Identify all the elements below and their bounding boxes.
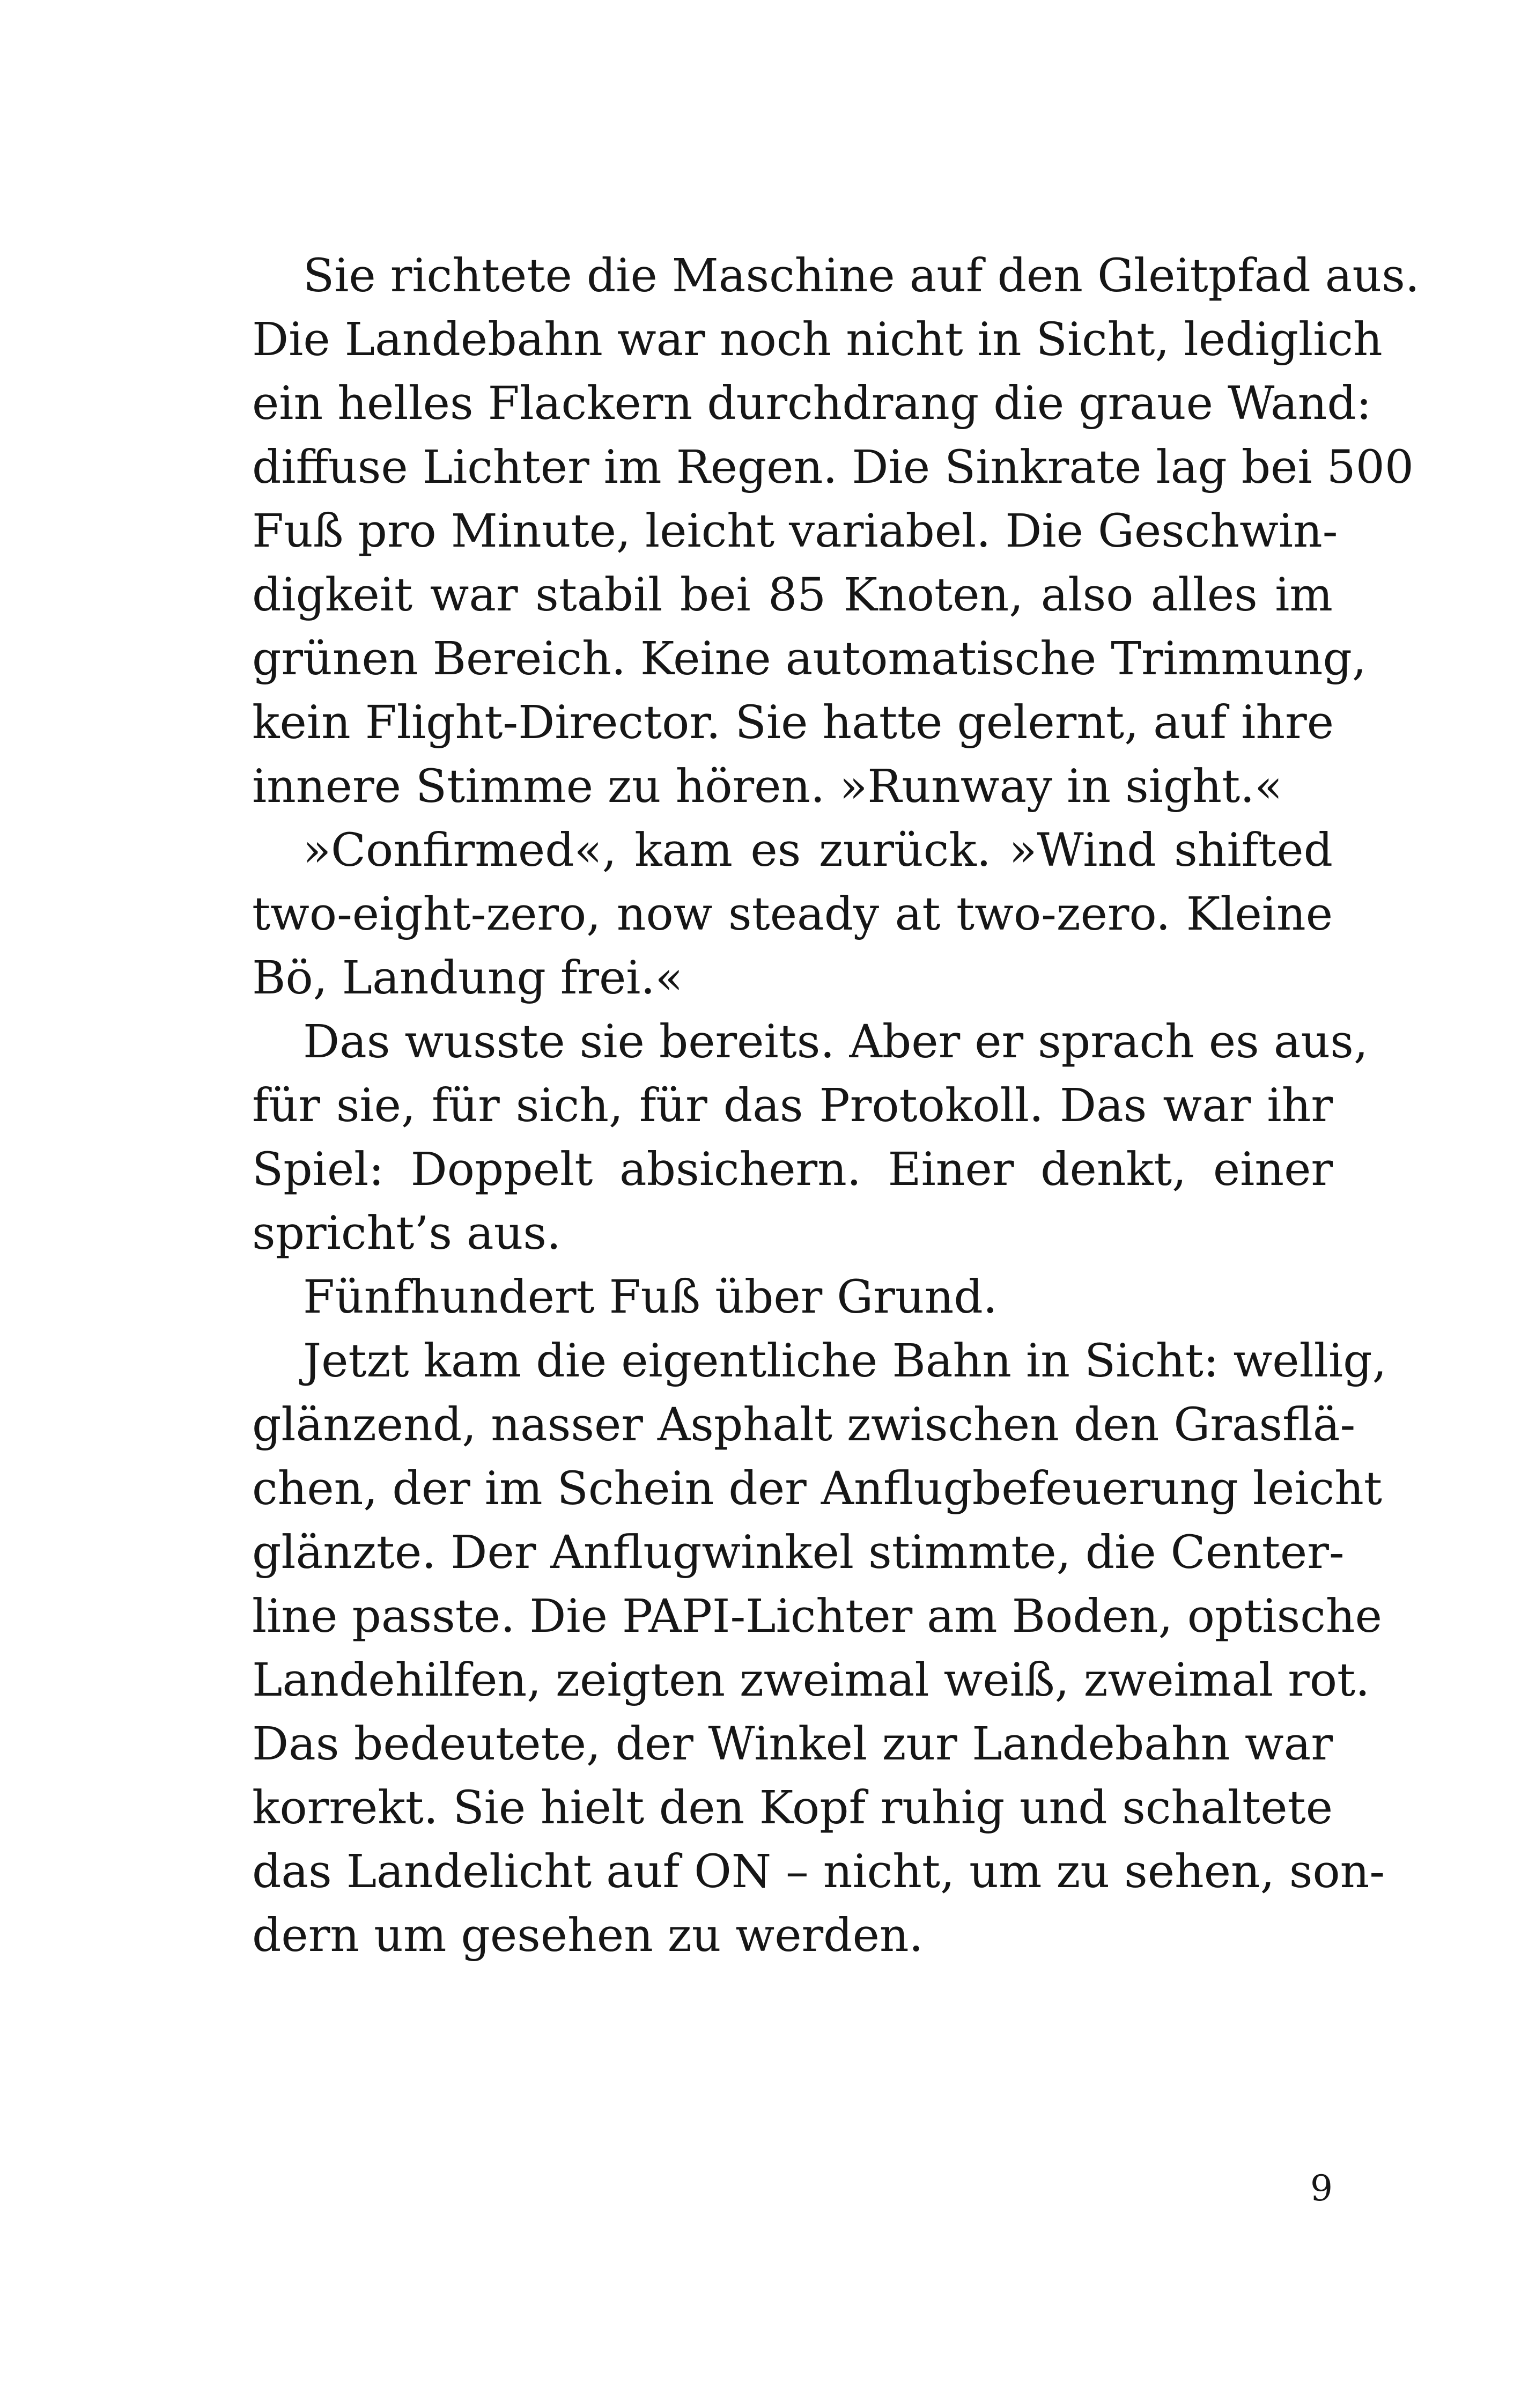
text-line: spricht’s aus. (252, 1207, 562, 1260)
text-line: das Landelicht auf ON – nicht, um zu sehen, son- (252, 1845, 1385, 1898)
text-line: Das bedeutete, der Winkel zur Landebahn war (252, 1718, 1333, 1771)
text-line: grünen Bereich. Keine automatische Trimmung, (252, 632, 1367, 686)
text-line: Das wusste sie bereits. Aber er sprach es aus, (303, 1015, 1368, 1069)
text-line: digkeit war stabil bei 85 Knoten, also alles im (252, 569, 1333, 622)
text-line: Landehilfen, zeigten zweimal weiß, zweimal rot. (252, 1654, 1370, 1707)
text-line: diffuse Lichter im Regen. Die Sinkrate lag bei 500 (252, 441, 1414, 494)
text-line: Jetzt kam die eigentliche Bahn in Sicht: wellig, (303, 1335, 1387, 1388)
text-line: kein Flight-Director. Sie hatte gelernt, auf ihre (252, 696, 1334, 749)
text-line: ein helles Flackern durchdrang die graue Wand: (252, 377, 1372, 430)
text-line: Sie richtete die Maschine auf den Gleitpfad aus. (303, 249, 1420, 303)
text-line: chen, der im Schein der Anflugbefeuerung leicht (252, 1462, 1383, 1515)
text-line: Bö, Landung frei.« (252, 952, 683, 1005)
text-line: »Confirmed«, kam es zurück. »Wind shifted (303, 824, 1333, 877)
text-line: für sie, für sich, für das Protokoll. Das war ihr (252, 1079, 1333, 1132)
text-line: Spiel: Doppelt absichern. Einer denkt, einer (252, 1143, 1333, 1196)
text-line: Die Landebahn war noch nicht in Sicht, lediglich (252, 313, 1383, 366)
text-line: glänzend, nasser Asphalt zwischen den Grasflä- (252, 1398, 1356, 1452)
text-line: korrekt. Sie hielt den Kopf ruhig und schaltete (252, 1781, 1333, 1835)
text-line: Fünfhundert Fuß über Grund. (303, 1271, 998, 1324)
body-text (252, 244, 1420, 1968)
text-line: innere Stimme zu hören. »Runway in sight.« (252, 760, 1283, 813)
text-line: line passte. Die PAPI-Lichter am Boden, optische (252, 1590, 1382, 1643)
text-line: Fuß pro Minute, leicht variabel. Die Geschwin- (252, 505, 1338, 558)
text-line: glänzte. Der Anflugwinkel stimmte, die Center- (252, 1526, 1345, 1579)
page-number: 9 (1310, 2168, 1333, 2209)
text-line: dern um gesehen zu werden. (252, 1909, 924, 1962)
text-line: two-eight-zero, now steady at two-zero. Kleine (252, 888, 1333, 941)
